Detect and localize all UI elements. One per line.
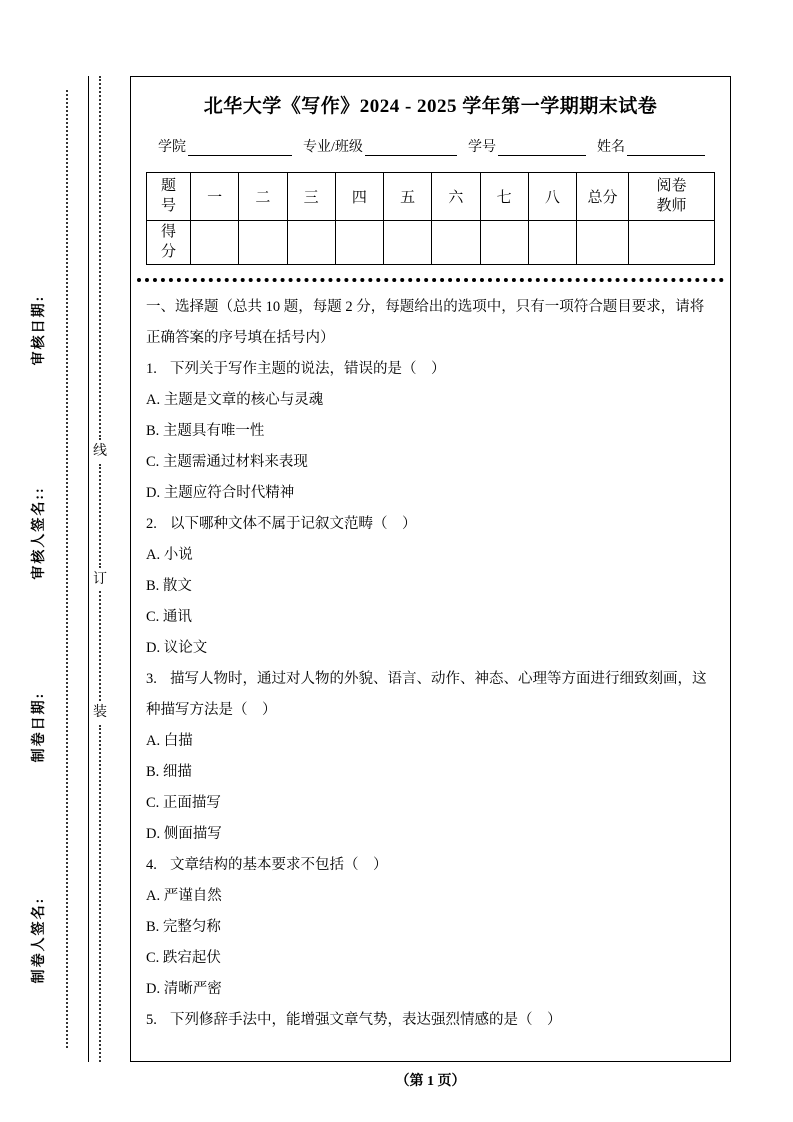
field-student-id-blank-line	[498, 139, 586, 156]
binding-char-zhuang: 装	[93, 705, 107, 721]
score-table-header-row	[147, 173, 715, 221]
score-col-5: 五	[384, 173, 432, 221]
score-cell-empty	[480, 221, 528, 265]
question-number: 5.	[146, 1012, 157, 1028]
seal-fill-dotted-line	[66, 90, 68, 1048]
option-text: D. 清晰严密	[146, 981, 222, 997]
page-number-footer: （第 1 页）	[395, 1074, 466, 1089]
option-text: A. 小说	[146, 547, 193, 563]
exam-title: 北华大学《写作》2024 - 2025 学年第一学期期末试卷	[203, 96, 658, 117]
option-text: A. 严谨自然	[146, 888, 222, 904]
score-col-2: 二	[239, 173, 287, 221]
score-cell-empty	[191, 221, 239, 265]
binding-line-dots	[99, 725, 101, 1062]
option-text: D. 主题应符合时代精神	[146, 485, 295, 501]
score-cell-empty	[239, 221, 287, 265]
score-col-total: 总分	[577, 173, 629, 221]
score-col-grader: 阅卷 教师	[629, 173, 715, 221]
question-number: 4.	[146, 857, 157, 873]
field-college-blank-line	[188, 139, 292, 156]
field-name-blank-line	[627, 139, 705, 156]
option-text: B. 完整匀称	[146, 919, 221, 935]
binding-line-dots	[99, 76, 101, 440]
score-col-6: 六	[432, 173, 480, 221]
option-text: B. 散文	[146, 578, 192, 594]
question-text: 5. 下列修辞手法中，能增强文章气势，表达强烈情感的是（ ）	[146, 1005, 715, 1036]
question-text: 2. 以下哪种文体不属于记叙文范畴（ ）	[146, 509, 715, 540]
field-college	[158, 136, 292, 156]
seal-label-maker-date: 制卷日期:	[32, 691, 47, 763]
question-text: 1. 下列关于写作主题的说法，错误的是（ ）	[146, 354, 715, 385]
score-table-corner-question-number: 题 号	[147, 173, 191, 221]
field-major-class-label: 专业/班级	[303, 140, 363, 155]
field-student-id-label: 学号	[467, 140, 496, 155]
option-text: C. 通讯	[146, 609, 192, 625]
binding-char-ding: 订	[93, 571, 107, 587]
score-cell-empty	[287, 221, 335, 265]
score-cell-empty	[528, 221, 576, 265]
score-cell-empty	[384, 221, 432, 265]
question-number: 1.	[146, 361, 157, 377]
section-intro: 一、选择题（总共 10 题，每题 2 分，每题给出的选项中，只有一项符合题目要求，请将正确答案的序号填在括号内）	[146, 299, 705, 346]
option-text: A. 主题是文章的核心与灵魂	[146, 392, 324, 408]
score-cell-empty	[335, 221, 383, 265]
field-name	[597, 136, 705, 156]
score-cell-empty	[577, 221, 629, 265]
seal-label-review-date: 审核日期:	[32, 294, 47, 366]
option-text: C. 主题需通过材料来表现	[146, 454, 308, 470]
student-info-row	[146, 136, 715, 156]
binding-line-dots	[99, 591, 101, 701]
field-major-class	[303, 136, 457, 156]
exam-content	[146, 292, 715, 1036]
option-text: C. 正面描写	[146, 795, 221, 811]
seal-label-reviewer-signature: 审核人签名::	[32, 486, 47, 580]
score-cell-empty	[629, 221, 715, 265]
question-text: 3. 描写人物时，通过对人物的外貌、语言、动作、神态、心理等方面进行细致刻画，这种描写方法是（ ）	[146, 664, 715, 726]
seal-label-maker-signature: 制卷人签名:	[32, 896, 47, 984]
field-major-class-blank-line	[365, 139, 457, 156]
option-text: D. 议论文	[146, 640, 208, 656]
option-text: B. 细描	[146, 764, 192, 780]
option-text: A. 白描	[146, 733, 193, 749]
exam-sheet	[130, 76, 731, 1062]
score-col-3: 三	[287, 173, 335, 221]
question-number: 2.	[146, 516, 157, 532]
field-student-id	[468, 136, 586, 156]
score-table-score-row	[147, 221, 715, 265]
question-text: 4. 文章结构的基本要求不包括（ ）	[146, 850, 715, 881]
score-col-1: 一	[191, 173, 239, 221]
option-text: B. 主题具有唯一性	[146, 423, 265, 439]
field-college-label: 学院	[158, 140, 186, 155]
option-text: D. 侧面描写	[146, 826, 222, 842]
dotted-separator	[137, 278, 724, 282]
option-text: C. 跌宕起伏	[146, 950, 221, 966]
score-col-8: 八	[528, 173, 576, 221]
question-number: 3.	[146, 671, 157, 687]
score-col-4: 四	[335, 173, 383, 221]
binding-line	[92, 76, 108, 1062]
seal-solid-divider-line	[88, 76, 89, 1062]
score-row-header: 得 分	[147, 221, 191, 265]
score-col-7: 七	[480, 173, 528, 221]
binding-char-xian: 线	[93, 444, 107, 459]
score-cell-empty	[432, 221, 480, 265]
score-table	[146, 172, 715, 265]
binding-line-dots	[99, 464, 101, 568]
field-name-label: 姓名	[596, 140, 625, 155]
